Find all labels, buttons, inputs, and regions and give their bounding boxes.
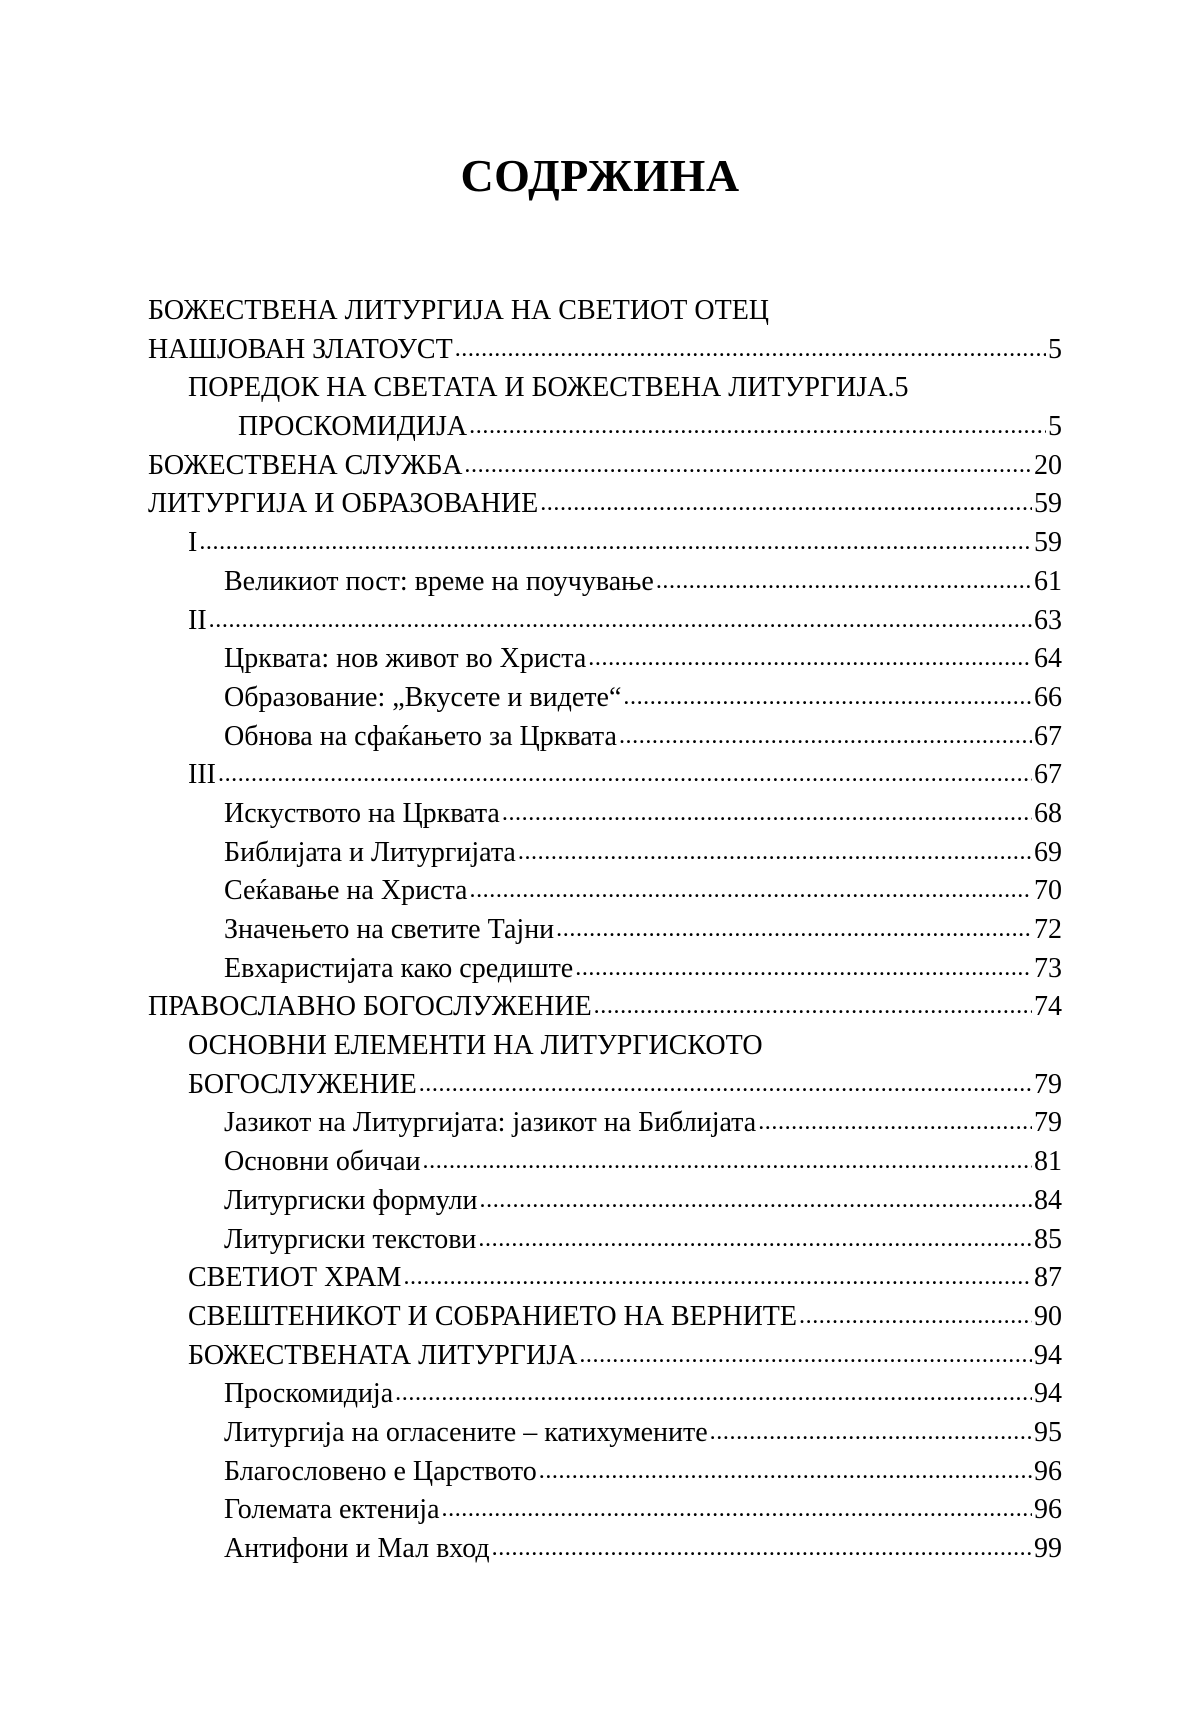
toc-entry[interactable] xyxy=(148,950,1062,989)
toc-entry[interactable] xyxy=(148,1530,1062,1569)
dot-leader xyxy=(619,716,1032,756)
toc-entry-label: II xyxy=(188,604,207,636)
toc-entry-label: Црквата: нов живот во Христа xyxy=(224,643,587,675)
toc-page-number: 74 xyxy=(1034,991,1062,1023)
toc-entry[interactable] xyxy=(148,447,1062,486)
toc-page-number: 67 xyxy=(1034,720,1062,752)
page-title: СОДРЖИНА xyxy=(460,150,740,201)
toc-page-number: 70 xyxy=(1034,875,1062,907)
dot-leader xyxy=(442,1489,1033,1529)
toc-entry[interactable] xyxy=(148,1066,1062,1105)
toc-entry[interactable] xyxy=(148,718,1062,757)
toc-entry-label: СВЕШТЕНИКОТ И СОБРАНИЕТО НА ВЕРНИТЕ xyxy=(188,1300,797,1332)
toc-entry[interactable] xyxy=(148,1375,1062,1414)
toc-page-number: 96 xyxy=(1034,1494,1062,1526)
dot-leader xyxy=(395,1373,1032,1413)
dot-leader xyxy=(575,948,1032,988)
toc-entry-label: СВЕТИОТ ХРАМ xyxy=(188,1262,402,1294)
toc-page-number: 94 xyxy=(1034,1378,1062,1410)
toc-entry[interactable] xyxy=(148,795,1062,834)
toc-page-number: 59 xyxy=(1034,488,1062,520)
dot-leader xyxy=(710,1412,1032,1452)
toc-page-number: 72 xyxy=(1034,914,1062,945)
toc-entry-label: БОЖЕСТВЕНА ЛИТУРГИЈА НА СВЕТИОТ ОТЕЦ xyxy=(148,295,770,326)
toc-entry-label: III xyxy=(188,759,216,791)
toc-page-number: 79 xyxy=(1034,1107,1062,1139)
toc-entry-label: Евхаристијата како средиште xyxy=(224,952,574,984)
toc-page-number: 73 xyxy=(1034,952,1062,984)
dot-leader xyxy=(799,1296,1032,1336)
dot-leader xyxy=(478,1219,1032,1259)
toc-entry[interactable] xyxy=(148,1414,1062,1453)
toc-entry-label: Големата ектенија xyxy=(224,1494,440,1526)
toc-entry-label: ЛИТУРГИЈА И ОБРАЗОВАНИЕ xyxy=(148,488,539,520)
toc-entry-label: БОЖЕСТВЕНА СЛУЖБА xyxy=(148,449,463,481)
toc-entry[interactable] xyxy=(148,292,1062,331)
toc-entry-label: Јазикот на Литургијата: јазикот на Библијата xyxy=(224,1107,757,1139)
dot-leader xyxy=(758,1102,1032,1142)
toc-page-number: 95 xyxy=(1034,1416,1062,1448)
toc-page-number: 67 xyxy=(1034,759,1062,791)
toc-entry[interactable] xyxy=(148,485,1062,524)
toc-page-number: 99 xyxy=(1034,1533,1062,1564)
toc-page-number: 64 xyxy=(1034,643,1062,675)
dot-leader xyxy=(480,1180,1033,1220)
dot-leader xyxy=(539,1451,1032,1491)
toc-entry-label: Благословено е Царството xyxy=(224,1455,537,1487)
toc-entry[interactable] xyxy=(148,1453,1062,1492)
toc-entry-label: Образование: „Вкусете и видете“ xyxy=(224,681,622,713)
dot-leader xyxy=(469,870,1032,910)
toc-entry[interactable] xyxy=(148,756,1062,795)
toc-entry[interactable] xyxy=(148,524,1062,563)
toc-entry[interactable] xyxy=(148,1259,1062,1298)
toc-entry[interactable] xyxy=(148,563,1062,602)
toc-page-number: 68 xyxy=(1034,797,1062,829)
toc-entry-label: Обнова на сфаќањето за Црквата xyxy=(224,720,617,752)
toc-entry[interactable] xyxy=(148,1298,1062,1337)
toc-page-number: 63 xyxy=(1034,604,1062,636)
toc-entry-label: Библијата и Литургијата xyxy=(224,836,516,868)
toc-page-number: 20 xyxy=(1034,449,1062,481)
dot-leader xyxy=(455,329,1046,369)
dot-leader xyxy=(518,832,1032,872)
toc-page-number: 94 xyxy=(1034,1339,1062,1371)
toc-page-number: 59 xyxy=(1034,527,1062,559)
toc-page-number: 5 xyxy=(1048,333,1062,365)
toc-entry[interactable] xyxy=(148,640,1062,679)
dot-leader xyxy=(209,600,1032,640)
toc-entry-label: Великиот пост: време на поучување xyxy=(224,565,654,597)
toc-page-number: 84 xyxy=(1034,1184,1062,1216)
toc-page-number: 81 xyxy=(1034,1146,1062,1178)
dot-leader xyxy=(556,909,1032,949)
dot-leader xyxy=(218,754,1032,794)
toc-page-number: 90 xyxy=(1034,1300,1062,1332)
toc-entry[interactable] xyxy=(148,331,1062,370)
dot-leader xyxy=(419,1064,1032,1104)
toc-entry[interactable] xyxy=(148,1337,1062,1376)
toc-entry-label: Литургија на огласените – катихумените xyxy=(224,1416,708,1448)
toc-page-number: 69 xyxy=(1034,836,1062,868)
dot-leader xyxy=(469,406,1046,446)
toc-entry[interactable] xyxy=(148,1491,1062,1530)
dot-leader xyxy=(579,1335,1032,1375)
toc-entry[interactable] xyxy=(148,1104,1062,1143)
dot-leader xyxy=(492,1528,1032,1568)
toc-entry-label: Литургиски формули xyxy=(224,1184,478,1216)
toc-page-number: 87 xyxy=(1034,1262,1062,1294)
toc-entry-label: Искуството на Црквата xyxy=(224,797,500,829)
toc-entry[interactable] xyxy=(148,369,1062,408)
toc-entry[interactable] xyxy=(148,602,1062,641)
toc-entry-label: ОСНОВНИ ЕЛЕМЕНТИ НА ЛИТУРГИСКОТО xyxy=(188,1030,763,1062)
toc-entry-label: БОГОСЛУЖЕНИЕ xyxy=(188,1068,417,1100)
toc-entry-label: Литургиски текстови xyxy=(224,1223,477,1255)
toc-entry[interactable] xyxy=(148,1143,1062,1182)
dot-leader xyxy=(502,793,1032,833)
toc-entry[interactable] xyxy=(148,679,1062,718)
toc-entry[interactable] xyxy=(148,911,1062,950)
toc-entry-label: I xyxy=(188,527,198,559)
toc-page-number: 96 xyxy=(1034,1455,1062,1487)
toc-entry-label: ПРОСКОМИДИЈА xyxy=(238,411,468,443)
toc-entry-label: НАШЈОВАН ЗЛАТОУСТ xyxy=(148,333,453,365)
dot-leader xyxy=(623,677,1032,717)
toc-page-number: .5 xyxy=(887,372,909,404)
toc-entry-label: БОЖЕСТВЕНАТА ЛИТУРГИЈА xyxy=(188,1339,578,1371)
toc-page-number: 66 xyxy=(1034,681,1062,713)
toc-page-number: 85 xyxy=(1034,1223,1062,1255)
toc-entry-label: Проскомидија xyxy=(224,1378,394,1410)
dot-leader xyxy=(464,445,1032,485)
toc-entry[interactable] xyxy=(148,872,1062,911)
toc-entry[interactable] xyxy=(148,834,1062,873)
dot-leader xyxy=(656,561,1032,601)
toc-entry-label: Основни обичаи xyxy=(224,1146,421,1178)
toc-entry[interactable] xyxy=(148,988,1062,1027)
dot-leader xyxy=(423,1141,1032,1181)
toc-entry-label: Значењето на светите Тајни xyxy=(224,914,555,945)
toc-entry-label: ПОРЕДОК НА СВЕТАТА И БОЖЕСТВЕНА ЛИТУРГИЈА xyxy=(188,372,888,404)
dot-leader xyxy=(588,638,1032,678)
toc-entry-label: Сеќавање на Христа xyxy=(224,875,468,907)
toc-entry[interactable] xyxy=(148,1027,1062,1066)
table-of-contents xyxy=(148,292,1062,1569)
dot-leader xyxy=(403,1257,1032,1297)
toc-page-number: 5 xyxy=(1048,411,1062,443)
toc-entry[interactable] xyxy=(148,1182,1062,1221)
toc-entry[interactable] xyxy=(148,1221,1062,1260)
toc-page-number: 79 xyxy=(1034,1068,1062,1100)
dot-leader xyxy=(540,483,1032,523)
toc-page-number: 61 xyxy=(1034,565,1062,597)
toc-entry-label: ПРАВОСЛАВНО БОГОСЛУЖЕНИЕ xyxy=(148,991,592,1023)
dot-leader xyxy=(594,986,1032,1026)
dot-leader xyxy=(199,522,1032,562)
toc-entry-label: Антифони и Мал вход xyxy=(224,1533,490,1564)
toc-entry[interactable] xyxy=(148,408,1062,447)
